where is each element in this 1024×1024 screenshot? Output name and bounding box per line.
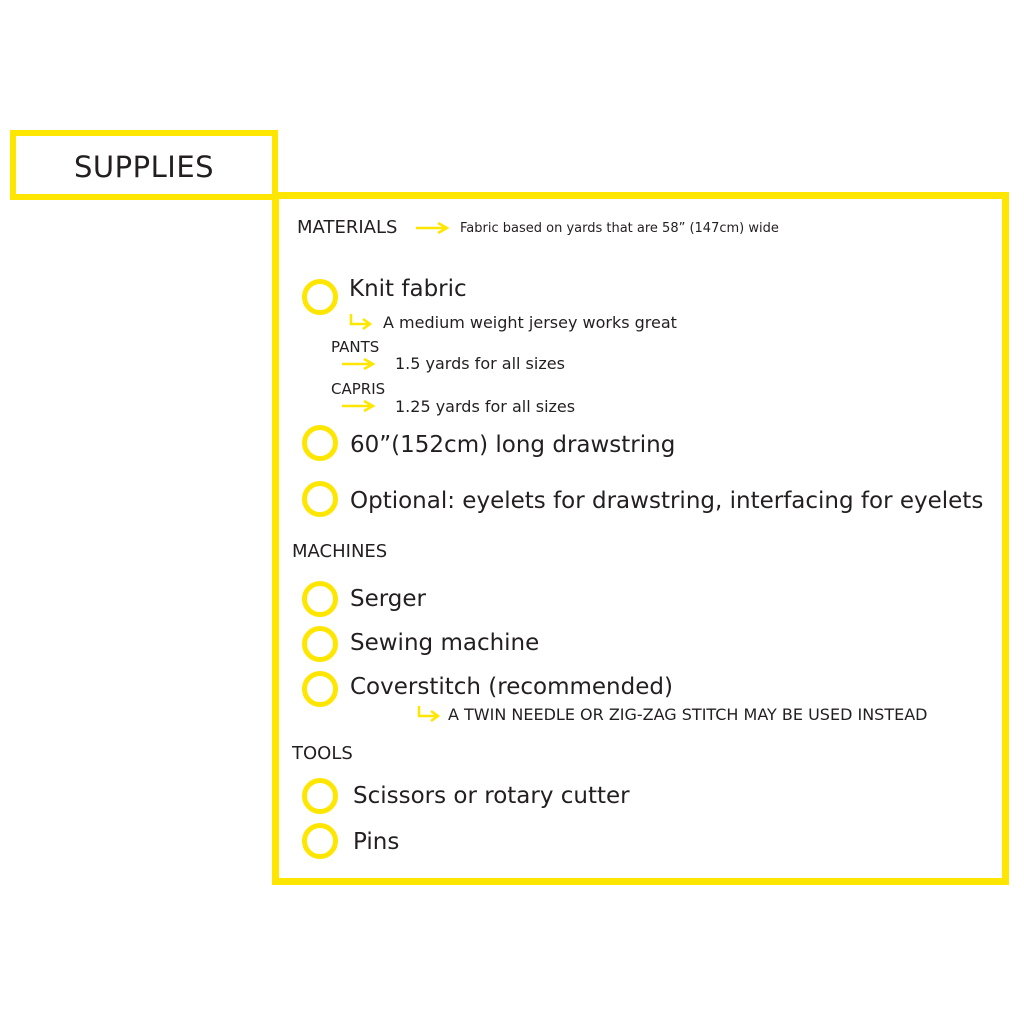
optional-eyelets-label: Optional: eyelets for drawstring, interfacing for eyelets <box>350 488 984 514</box>
drawstring-checkbox[interactable] <box>302 425 338 461</box>
arrow-right-icon <box>416 221 450 235</box>
scissors-label: Scissors or rotary cutter <box>353 783 630 809</box>
serger-checkbox[interactable] <box>302 581 338 617</box>
knit-fabric-label: Knit fabric <box>349 276 467 302</box>
knit-fabric-checkbox[interactable] <box>302 279 338 315</box>
scissors-checkbox[interactable] <box>302 778 338 814</box>
materials-note: Fabric based on yards that are 58” (147cm) wide <box>460 221 779 236</box>
arrow-right-icon <box>342 399 376 413</box>
coverstitch-note: A TWIN NEEDLE OR ZIG-ZAG STITCH MAY BE USED INSTEAD <box>448 705 928 724</box>
serger-label: Serger <box>350 586 427 612</box>
knit-fabric-note: A medium weight jersey works great <box>383 313 677 332</box>
coverstitch-label: Coverstitch (recommended) <box>350 674 673 700</box>
coverstitch-checkbox[interactable] <box>302 671 338 707</box>
sewing-machine-checkbox[interactable] <box>302 626 338 662</box>
drawstring-label: 60”(152cm) long drawstring <box>350 432 676 458</box>
pins-label: Pins <box>353 829 400 855</box>
title-box <box>10 130 278 200</box>
optional-eyelets-checkbox[interactable] <box>302 481 338 517</box>
variant-capris-amount: 1.25 yards for all sizes <box>395 397 576 416</box>
variant-pants-name: PANTS <box>331 338 380 356</box>
hook-arrow-icon <box>415 704 441 724</box>
arrow-right-icon <box>342 357 376 371</box>
variant-capris-name: CAPRIS <box>331 380 386 398</box>
variant-pants-amount: 1.5 yards for all sizes <box>395 354 565 373</box>
machines-heading: MACHINES <box>292 541 388 562</box>
hook-arrow-icon <box>347 312 373 332</box>
materials-heading: MATERIALS <box>297 217 398 238</box>
pins-checkbox[interactable] <box>302 823 338 859</box>
sewing-machine-label: Sewing machine <box>350 630 540 656</box>
page-title: SUPPLIES <box>74 150 215 184</box>
tools-heading: TOOLS <box>292 743 353 764</box>
